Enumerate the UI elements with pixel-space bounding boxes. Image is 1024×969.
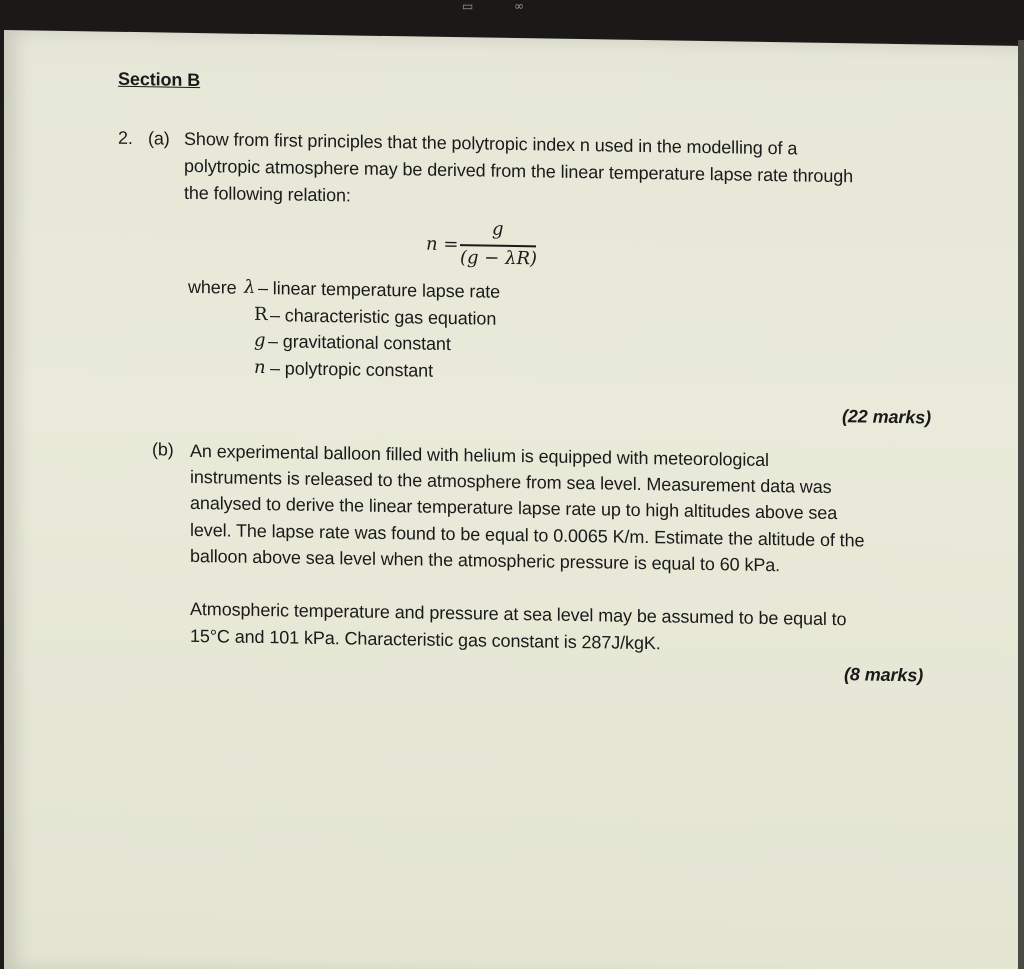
definition-symbol-n: n [254,356,266,379]
definition-symbol-g: g [254,329,266,352]
definition-text-n: – polytropic constant [270,358,433,381]
definition-symbol-r: R [254,303,268,326]
part-b-line-2: instruments is released to the atmosphere from sea level. Measurement data was [190,466,832,497]
part-a-label: (a) [148,128,170,149]
part-b-line-4: level. The lapse rate was found to be equal to 0.0065 K/m. Estimate the altitude of the [190,519,865,551]
section-title: Section B [118,68,201,91]
definition-symbol-lambda: λ [244,276,256,298]
part-a-line-2: polytropic atmosphere may be derived from the linear temperature lapse rate through [184,155,854,187]
equation-denominator: (g − λR) [460,247,538,270]
part-b-label: (b) [152,439,174,460]
part-b-line-1: An experimental balloon filled with helium is equipped with meteorological [190,440,769,471]
page-edge-shadow [1018,40,1024,969]
part-a-line-3: the following relation: [184,182,351,206]
part-b-marks: (8 marks) [844,664,924,686]
part-b-line-6: Atmospheric temperature and pressure at sea level may be assumed to be equal to [190,598,847,630]
question-number: 2. [118,127,133,149]
equation-numerator: g [492,218,504,240]
equation-lhs: n = [426,233,459,256]
part-b-line-5: balloon above sea level when the atmospheric pressure is equal to 60 kPa. [190,545,781,576]
where-label: where [188,276,237,298]
part-b-line-3: analysed to derive the linear temperature lapse rate up to high altitudes above sea [190,492,838,524]
part-a-marks: (22 marks) [842,406,932,428]
part-a-line-1: Show from first principles that the polytropic index n used in the modelling of a [184,128,798,159]
definition-text-g: – gravitational constant [268,331,451,355]
toolbar-link-icon: ∞ [514,0,524,13]
definition-text-r: – characteristic gas equation [270,305,497,329]
definition-text-lambda: – linear temperature lapse rate [258,277,501,302]
document-page [4,30,1024,969]
part-b-line-7: 15°C and 101 kPa. Characteristic gas constant is 287J/kgK. [190,625,661,654]
toolbar-box-icon: ▭ [462,0,474,13]
